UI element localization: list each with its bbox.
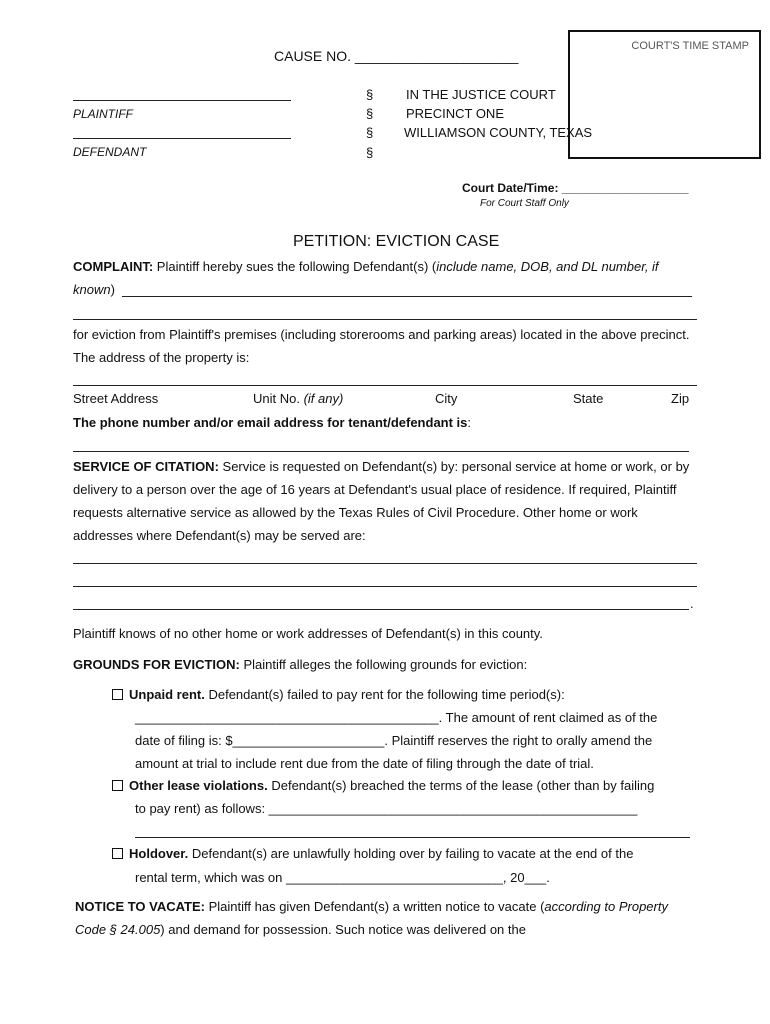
defendant-info-line-1[interactable]	[122, 296, 692, 297]
unpaid-rent-line-4: amount at trial to include rent due from the date of filing through the date of trial.	[135, 756, 594, 771]
complaint-paragraph	[73, 255, 698, 301]
service-paragraph	[73, 455, 698, 547]
service-label: SERVICE OF CITATION:	[73, 459, 219, 474]
holdover-line-2: rental term, which was on ______________________________, 20___.	[135, 870, 550, 885]
city-label: City	[435, 391, 458, 406]
holdover-checkbox[interactable]	[112, 848, 123, 859]
unpaid-rent-item	[112, 687, 565, 702]
time-stamp-box	[568, 30, 761, 159]
holdover-label: Holdover.	[129, 846, 189, 861]
unit-note: (if any)	[303, 391, 344, 406]
other-violations-text: Defendant(s) breached the terms of the lease (other than by failing	[271, 778, 655, 793]
notice-text-1: Plaintiff has given Defendant(s) a written notice to vacate (	[208, 899, 545, 914]
complaint-text: Plaintiff hereby sues the following Defendant(s) (	[156, 259, 437, 274]
holdover-text: Defendant(s) are unlawfully holding over by failing to vacate at the end of the	[191, 846, 634, 861]
other-address-line-2[interactable]	[73, 586, 697, 587]
court-county: WILLIAMSON COUNTY, TEXAS	[404, 125, 593, 140]
complaint-label: COMPLAINT:	[73, 259, 154, 274]
section-symbol: §	[366, 125, 374, 140]
court-precinct: PRECINCT ONE	[406, 106, 504, 121]
grounds-heading: GROUNDS FOR EVICTION: Plaintiff alleges the following grounds for eviction:	[73, 657, 528, 672]
section-symbol: §	[366, 106, 374, 121]
line-period: .	[690, 596, 694, 611]
other-violations-line-3[interactable]	[135, 837, 690, 838]
street-address-label: Street Address	[73, 391, 159, 406]
court-name: IN THE JUSTICE COURT	[406, 87, 556, 102]
unit-label: Unit No. (if any)	[253, 391, 344, 406]
plaintiff-line[interactable]	[73, 100, 291, 101]
holdover-item	[112, 846, 633, 861]
court-date-note: For Court Staff Only	[480, 198, 569, 209]
defendant-info-line-2[interactable]	[73, 319, 697, 320]
time-stamp-label: COURT'S TIME STAMP	[631, 40, 749, 52]
notice-label: NOTICE TO VACATE:	[75, 899, 205, 914]
unpaid-rent-label: Unpaid rent.	[129, 687, 205, 702]
unpaid-rent-checkbox[interactable]	[112, 689, 123, 700]
other-violations-item	[112, 778, 654, 793]
notice-italic: according to Property Code § 24.005	[75, 899, 668, 937]
unpaid-rent-text: Defendant(s) failed to pay rent for the following time period(s):	[208, 687, 565, 702]
complaint-close: )	[110, 282, 115, 297]
unpaid-rent-line-3: date of filing is: $_____________________. Plaintiff reserves the right to orally amend the	[135, 733, 653, 748]
section-symbol: §	[366, 87, 374, 102]
no-other-addresses: Plaintiff knows of no other home or work addresses of Defendant(s) in this county.	[73, 626, 543, 641]
complaint-italic: include name, DOB, and DL number, if known	[73, 259, 659, 297]
phone-email-label: The phone number and/or email address for tenant/defendant is:	[73, 415, 472, 430]
unpaid-rent-line-2: __________________________________________. The amount of rent claimed as of the	[135, 710, 658, 725]
other-violations-line-2: to pay rent) as follows: ___________________________________________________	[135, 801, 638, 816]
page-title: PETITION: EVICTION CASE	[293, 233, 500, 250]
notice-paragraph	[75, 895, 700, 941]
other-violations-checkbox[interactable]	[112, 780, 123, 791]
zip-label: Zip	[671, 391, 690, 406]
state-label: State	[573, 391, 604, 406]
service-text: Service is requested on Defendant(s) by: personal service at home or work, or by delivery to a person over the age of 16 years at Defendant's usual place of residence. If required, Plaintiff requests alternative service as allowed by the Texas Rules of Civil Procedure. Other home or work addresses where Defendant(s) may be served are:	[73, 459, 690, 543]
section-symbol: §	[366, 145, 374, 160]
cause-number: CAUSE NO. _____________________	[274, 48, 519, 64]
other-violations-label: Other lease violations.	[129, 778, 268, 793]
plaintiff-label: PLAINTIFF	[73, 107, 134, 121]
other-address-line-3[interactable]	[73, 609, 689, 610]
premises-paragraph: for eviction from Plaintiff's premises (including storerooms and parking areas) located in the above precinct. The address of the property is:	[73, 327, 690, 365]
court-date-time: Court Date/Time: ___________________	[462, 181, 689, 195]
defendant-label: DEFENDANT	[73, 145, 147, 159]
other-address-line-1[interactable]	[73, 563, 697, 564]
phone-email-line[interactable]	[73, 451, 689, 452]
address-line[interactable]	[73, 385, 697, 386]
notice-text-2: ) and demand for possession. Such notice was delivered on the	[160, 922, 526, 937]
defendant-line[interactable]	[73, 138, 291, 139]
